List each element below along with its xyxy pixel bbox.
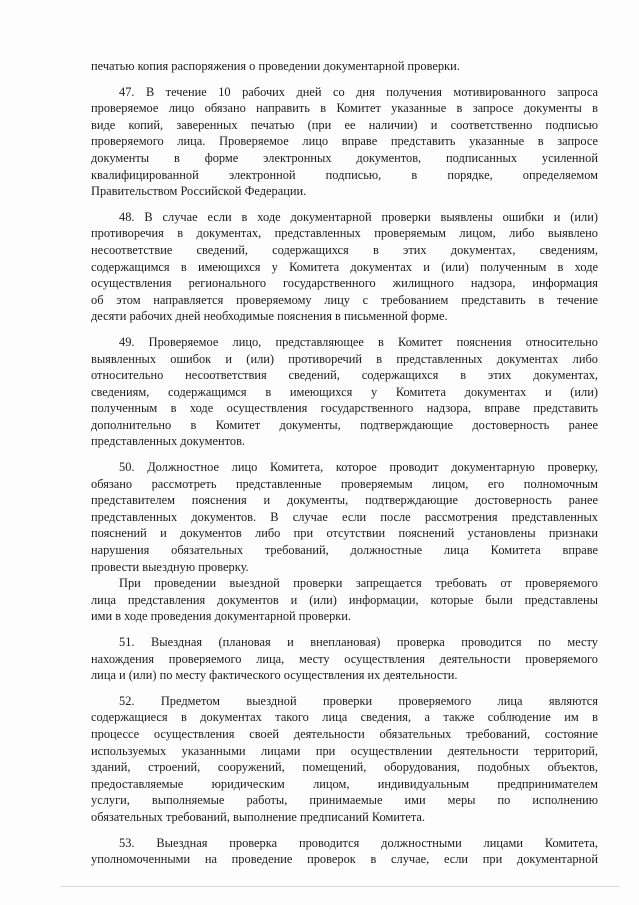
text-line: При проведении выездной проверки запрещается требовать от проверяемого <box>119 576 598 591</box>
text-line: провести выездную проверку. <box>91 559 249 574</box>
text-line: 51. Выездная (плановая и внеплановая) проверка проводится по месту <box>119 635 598 649</box>
text-line: зданий, строений, сооружений, помещений, оборудования, подобных объектов, <box>91 760 598 775</box>
text-line: квалифицированной электронной подписью, в порядке, определяемом <box>91 167 598 182</box>
text-line: сведениям, содержащимся в имеющихся у Комитета документах и (или) <box>91 384 598 399</box>
text-line: 50. Должностное лицо Комитета, которое проводит документарную проверку, <box>119 460 598 475</box>
text-line: 49. Проверяемое лицо, представляющее в Комитет пояснения относительно <box>119 334 598 349</box>
text-line: об этом направляется проверяемому лицу с требованием представить в течение <box>91 292 598 307</box>
text-line: лица представления документов и (или) информации, которые были представлены <box>91 592 598 607</box>
text-line: пояснений и документов либо при отсутствии пояснений установлены признаки <box>91 526 598 541</box>
paragraph-47 <box>91 84 598 200</box>
paragraph-48 <box>91 209 598 325</box>
text-line: выявленных ошибок и (или) противоречий в представленных документах либо <box>91 351 598 366</box>
text-line: представленных документов. <box>91 434 246 449</box>
text-line: услуги, выполняемые работы, принимаемые ими меры по исполнению <box>91 793 598 808</box>
text-line: нарушения обязательных требований, должностные лица Комитета вправе <box>91 543 598 558</box>
text-line: обязано рассмотреть представленные проверяемым лицом, его полномочным <box>91 476 598 491</box>
text-line: содержащимся в имеющихся у Комитета документах и (или) полученным в ходе <box>91 259 598 274</box>
scan-edge-line <box>60 886 620 887</box>
text-line: ими в ходе проведения документарной проверки. <box>91 609 352 624</box>
text-line: используемых указанными лицами при осуществлении деятельности территорий, <box>91 743 598 758</box>
text-line: печатью копия распоряжения о проведении документарной проверки. <box>91 59 460 73</box>
text-line: представителем пояснения и документы, подтверждающие достоверность ранее <box>91 493 598 508</box>
text-line: 52. Предметом выездной проверки проверяемого лица являются <box>119 693 598 708</box>
text-line: десяти рабочих дней необходимые пояснения в письменной форме. <box>91 309 448 324</box>
paragraph-49 <box>91 334 598 450</box>
text-line: процессе осуществления своей деятельности обязательных требований, состояние <box>91 726 598 741</box>
paragraph-51 <box>91 634 598 684</box>
text-line: дополнительно в Комитет документы, подтверждающие достоверность ранее <box>91 417 598 432</box>
text-line: проверяемого лица. Проверяемое лицо вправе представить указанные в запросе <box>91 134 598 149</box>
text-line: 53. Выездная проверка проводится должностными лицами Комитета, <box>119 835 598 850</box>
text-line: уполномоченными на проведение проверок в случае, если при документарной <box>91 852 598 867</box>
text-line: полученным в ходе осуществления государственного надзора, вправе представить <box>91 401 598 416</box>
text-line: предоставляемые юридическим лицом, индивидуальным предпринимателем <box>91 776 598 791</box>
text-line: виде копий, заверенных печатью (при ее наличии) и соответственно подписью <box>91 117 598 132</box>
text-line: противоречия в документах, представленных проверяемым лицом, либо выявлено <box>91 226 598 241</box>
paragraph-50-continued <box>91 575 598 625</box>
text-line: несоответствие сведений, содержащихся в этих документах, сведениям, <box>91 242 598 257</box>
text-line: относительно несоответствия сведений, содержащихся в этих документах, <box>91 368 598 383</box>
text-line: проверяемое лицо обязано направить в Комитет указанные в запросе документы в <box>91 101 598 116</box>
text-line: 48. В случае если в ходе документарной проверки выявлены ошибки и (или) <box>119 209 598 224</box>
paragraph-53 <box>91 835 598 868</box>
text-line: содержащиеся в документах такого лица сведения, а также соблюдение им в <box>91 710 598 725</box>
text-line: осуществления регионального государственного жилищного надзора, информация <box>91 276 598 291</box>
paragraph-50 <box>91 459 598 575</box>
text-line: нахождения проверяемого лица, месту осуществления деятельности проверяемого <box>91 651 598 666</box>
text-line: 47. В течение 10 рабочих дней со дня получения мотивированного запроса <box>119 84 598 99</box>
text-line: представленных документов. В случае если после рассмотрения представленных <box>91 509 598 524</box>
text-line: обязательных требований, выполнение предписаний Комитета. <box>91 809 426 824</box>
paragraph-continuation <box>91 58 598 75</box>
text-line: документы в форме электронных документов, подписанных усиленной <box>91 150 598 165</box>
text-line: лица и (или) по месту фактического осуществления их деятельности. <box>91 668 458 683</box>
paragraph-52 <box>91 693 598 826</box>
document-body <box>91 58 598 868</box>
text-line: Правительством Российской Федерации. <box>91 184 307 199</box>
